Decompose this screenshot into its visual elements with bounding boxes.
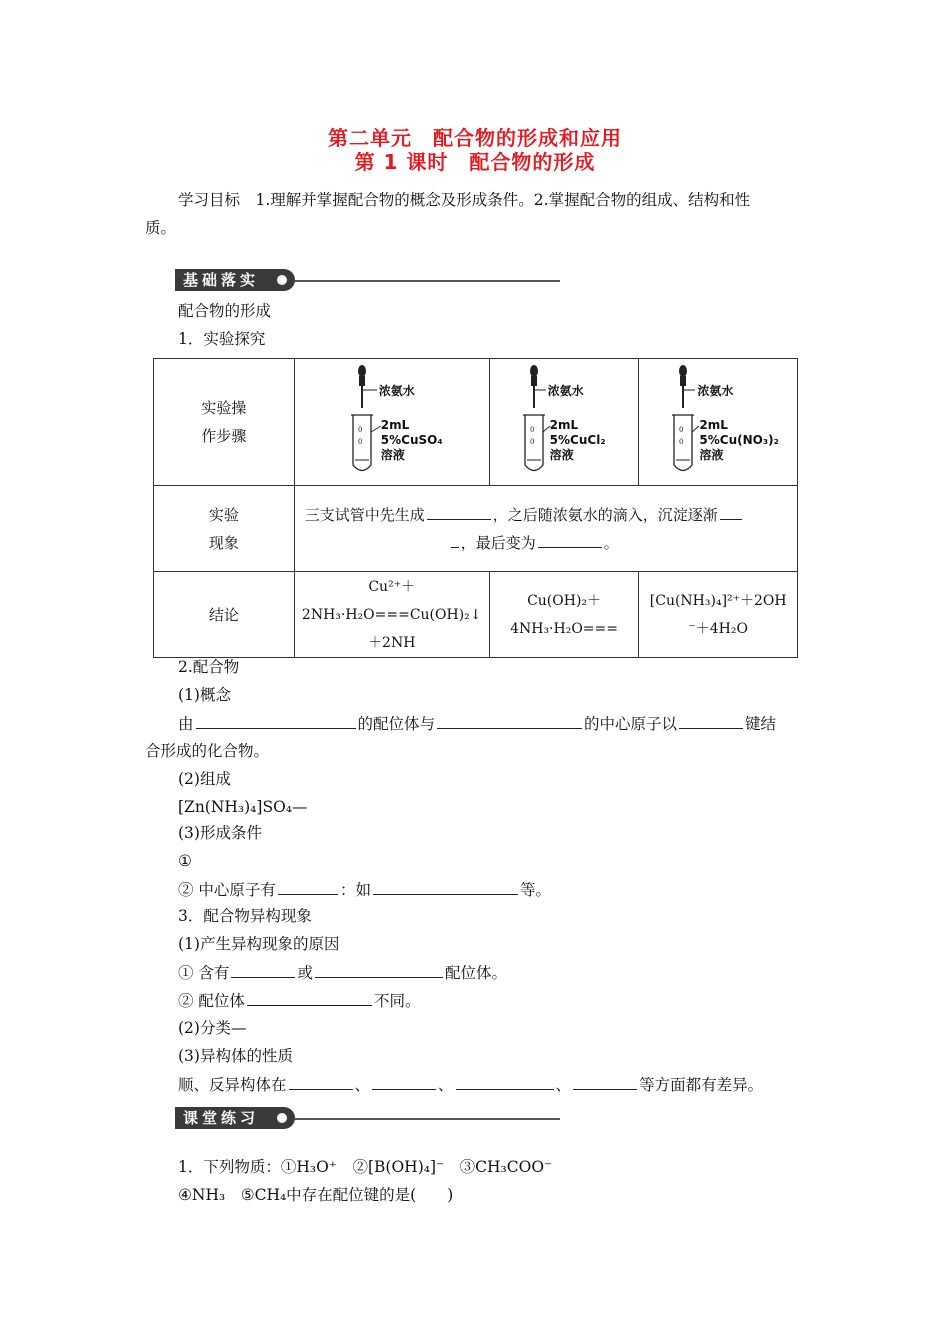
svg-text:0: 0: [529, 426, 535, 434]
volume-label: 2mL: [699, 418, 728, 432]
volume-label: 2mL: [380, 418, 410, 432]
table-row: [154, 486, 798, 572]
section-label: 基础落实: [175, 269, 295, 291]
equation-text: [Cu(NH₃)₄]²⁺＋2OH: [649, 592, 787, 609]
label-text: 实验操: [201, 399, 247, 417]
svg-text:0: 0: [357, 438, 363, 446]
conclusion-cell-3: [639, 572, 798, 658]
label-text: 现象: [208, 533, 239, 552]
equation-text: ＋2NH: [368, 634, 416, 651]
reagent-label: 浓氨水: [547, 384, 584, 398]
equation-text: 4NH₃·H₂O===: [510, 620, 618, 637]
cause-1: ① 含有 或 配位体。: [178, 961, 507, 984]
page-subtitle: 第 1 课时 配合物的形成: [354, 150, 596, 174]
tube-cell-2: [489, 359, 639, 486]
dot-icon: [277, 1113, 287, 1123]
blank-field[interactable]: [679, 712, 743, 729]
solute-label: 5%Cu(NO₃)₂: [699, 433, 779, 447]
question-1-line2: ④NH₃ ⑤CH₄中存在配位键的是( ): [178, 1186, 454, 1204]
label-text: 作步骤: [201, 427, 247, 445]
equation-text: ⁻＋4H₂O: [688, 620, 748, 637]
experiment-table: [153, 358, 798, 658]
solution-label: 溶液: [699, 448, 724, 462]
row-label-conclusion: 结论: [154, 572, 295, 658]
dot-icon: [277, 275, 287, 285]
page-title: 第二单元 配合物的形成和应用: [328, 126, 622, 150]
heading-conditions: (3)形成条件: [178, 824, 262, 842]
blank-field[interactable]: [196, 712, 356, 729]
label-text: 实验: [208, 505, 239, 524]
heading-properties: (3)异构体的性质: [178, 1047, 293, 1065]
volume-label: 2mL: [549, 418, 579, 432]
conclusion-cell-2: [489, 572, 639, 658]
table-row: [154, 359, 798, 486]
equation-text: Cu²⁺＋: [368, 578, 416, 595]
section-rule: [295, 1118, 560, 1120]
question-1-line1: 1．下列物质：①H₃O⁺ ②[B(OH)₄]⁻ ③CH₃COO⁻: [178, 1158, 553, 1176]
blank-field[interactable]: [720, 503, 742, 520]
blank-field[interactable]: [373, 878, 518, 895]
blank-field[interactable]: [538, 531, 602, 548]
objectives-line1: 学习目标 1.理解并掌握配合物的概念及形成条件。2.掌握配合物的组成、结构和性: [178, 191, 751, 209]
row-label-steps: [154, 359, 295, 486]
blank-field[interactable]: [456, 1073, 554, 1090]
section-rule: [295, 280, 560, 282]
section-bar-practice: [175, 1107, 560, 1129]
observation-cell: [294, 486, 797, 572]
observation-line2: ，最后变为 。: [305, 529, 787, 557]
row-label-observation: [154, 486, 295, 572]
objectives-line2: 质。: [145, 219, 177, 237]
test-tube-diagram: [639, 360, 797, 484]
equation-text: 2NH₃·H₂O===Cu(OH)₂↓: [301, 606, 482, 623]
properties-line: 顺、反异构体在 、 、 、 等方面都有差异。: [178, 1073, 763, 1096]
heading-concept: (1)概念: [178, 686, 231, 704]
solution-label: 溶液: [549, 448, 574, 462]
svg-text:0: 0: [679, 438, 684, 446]
heading-main: 配合物的形成: [178, 302, 272, 320]
composition-text: [Zn(NH₃)₄]SO₄—: [178, 798, 308, 816]
heading-isomerism: 3．配合物异构现象: [178, 907, 312, 925]
blank-field[interactable]: [451, 531, 459, 548]
heading-composition: (2)组成: [178, 770, 231, 788]
heading-classification: (2)分类—: [178, 1019, 247, 1037]
condition-1: ①: [178, 852, 192, 870]
solution-label: 溶液: [380, 448, 405, 462]
conclusion-cell-1: [294, 572, 489, 658]
blank-field[interactable]: [315, 961, 443, 978]
blank-field[interactable]: [372, 1073, 436, 1090]
heading-experiment: 1．实验探究: [178, 330, 266, 348]
test-tube-diagram: [490, 360, 639, 484]
tube-cell-3: [639, 359, 798, 486]
svg-text:0: 0: [357, 426, 363, 434]
blank-field[interactable]: [231, 961, 295, 978]
section-label: 课堂练习: [175, 1107, 295, 1129]
reagent-label: 浓氨水: [697, 384, 734, 398]
blank-field[interactable]: [437, 712, 582, 729]
svg-text:0: 0: [679, 426, 684, 434]
heading-cause: (1)产生异构现象的原因: [178, 935, 340, 953]
blank-field[interactable]: [289, 1073, 353, 1090]
tube-cell-1: [294, 359, 489, 486]
spacer: [307, 532, 447, 548]
blank-field[interactable]: [247, 989, 372, 1006]
solute-label: 5%CuSO₄: [380, 433, 443, 447]
condition-2: ② 中心原子有 ：如 等。: [178, 878, 551, 901]
solute-label: 5%CuCl₂: [549, 433, 606, 447]
blank-field[interactable]: [278, 878, 338, 895]
svg-text:0: 0: [529, 438, 535, 446]
observation-line1: 三支试管中先生成 ，之后随浓氨水的滴入，沉淀逐渐: [305, 501, 787, 529]
equation-text: Cu(OH)₂＋: [527, 592, 602, 609]
concept-line2: 合形成的化合物。: [145, 742, 270, 760]
reagent-label: 浓氨水: [378, 384, 415, 398]
test-tube-diagram: [295, 360, 489, 484]
table-row: [154, 572, 798, 658]
heading-complex: 2.配合物: [178, 658, 240, 676]
concept-line1: 由 的配位体与 的中心原子以 键结: [178, 712, 776, 735]
cause-2: ② 配位体 不同。: [178, 989, 420, 1012]
blank-field[interactable]: [427, 503, 491, 520]
section-bar-basics: [175, 269, 560, 291]
blank-field[interactable]: [573, 1073, 637, 1090]
